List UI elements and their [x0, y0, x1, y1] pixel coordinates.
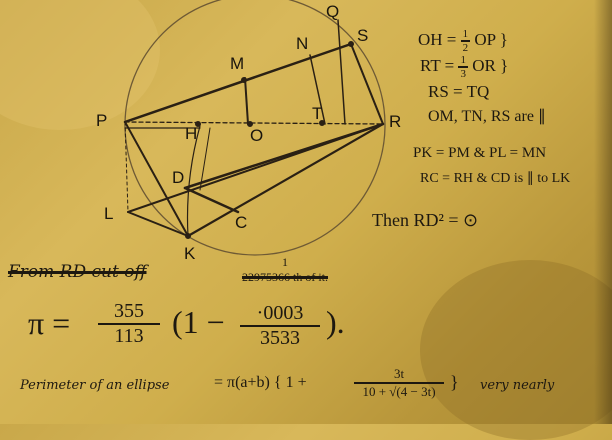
point-S	[349, 42, 354, 47]
line-KR	[188, 124, 383, 236]
pi-main-fraction: $\frac{355}{113}$	[98, 300, 160, 348]
pi-open: (1 −	[172, 304, 225, 340]
pi-close: ).	[326, 304, 345, 340]
point-label-T: T	[312, 104, 323, 123]
point-M	[242, 78, 247, 83]
pi-correction-fraction: $\frac{\cdot 0003}{3533}$	[240, 302, 320, 350]
note-RT: RT = $\frac{1}{3}$ OR }	[420, 54, 509, 80]
point-label-P: P	[96, 111, 108, 130]
ellipse-eq: = π(a+b) { 1 +	[214, 374, 307, 391]
line-D-R	[185, 124, 383, 188]
line-QT	[338, 20, 345, 124]
point-label-M: M	[230, 54, 245, 73]
note-then: Then RD² = ⊙	[372, 210, 479, 230]
point-label-D: D	[172, 168, 185, 187]
line-LK	[128, 212, 188, 236]
point-label-H: H	[185, 124, 198, 143]
line-PL	[125, 122, 128, 212]
point-label-L: L	[104, 204, 114, 223]
note-RS: RS = TQ	[428, 82, 490, 101]
ellipse-close: }	[450, 372, 459, 392]
point-label-C: C	[235, 213, 248, 232]
struck-fraction: 1 22975366 th of it.	[242, 255, 328, 284]
struck-note: From RD cut off	[8, 262, 147, 282]
point-K	[186, 234, 191, 239]
point-label-S: S	[357, 26, 369, 45]
point-label-N: N	[296, 34, 309, 53]
line-DC	[185, 188, 238, 212]
line-MO	[245, 78, 248, 124]
ellipse-comment: very nearly	[480, 378, 555, 393]
pi-symbol: π =	[28, 305, 71, 341]
point-label-O: O	[250, 126, 264, 145]
point-label-K: K	[184, 244, 196, 263]
note-PK: PK = PM & PL = MN	[413, 145, 547, 161]
point-label-R: R	[389, 112, 402, 131]
note-RC: RC = RH & CD is ∥ to LK	[420, 171, 571, 186]
ellipse-fraction: $\frac{3t}{10 + √(4 - 3t)}$	[354, 366, 444, 400]
point-label-Q: Q	[326, 2, 340, 21]
note-parallel: OM, TN, RS are ∥	[428, 108, 546, 125]
note-OH: OH = $\frac{1}{2}$ OP }	[418, 28, 508, 54]
ellipse-label: Perimeter of an ellipse	[20, 378, 170, 393]
